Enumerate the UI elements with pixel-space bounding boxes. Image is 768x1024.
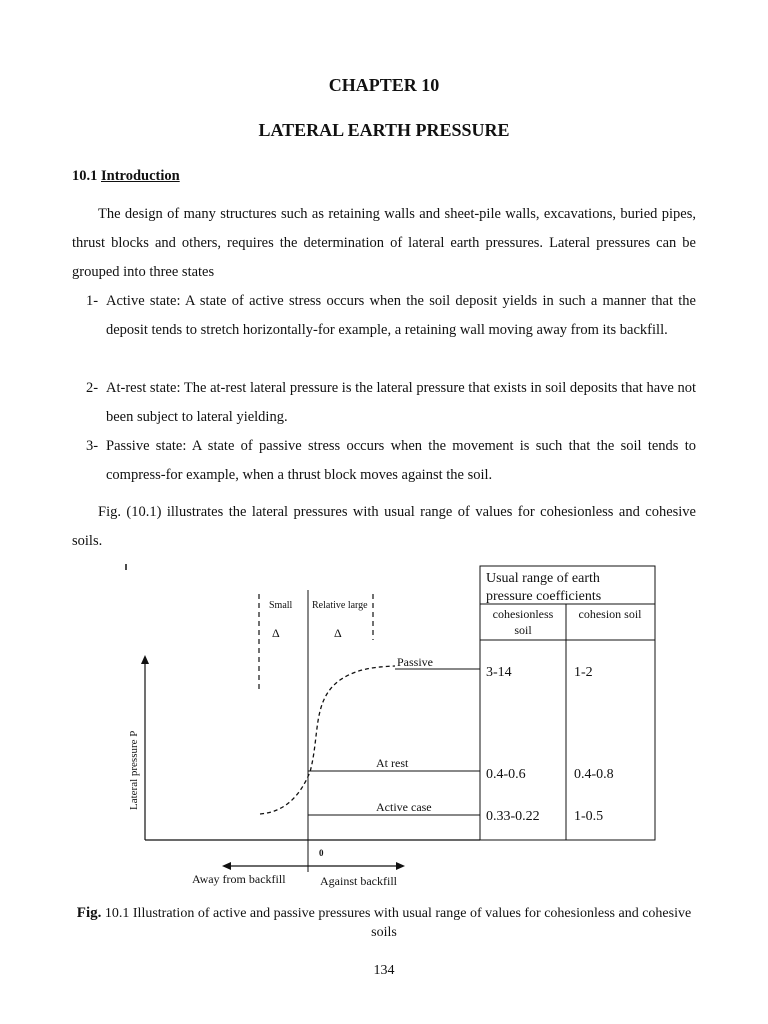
col-cohesive-header: cohesion soil <box>578 607 642 621</box>
chapter-heading: CHAPTER 10 <box>328 75 440 95</box>
table-header-line2: pressure coefficients <box>486 589 602 604</box>
y-axis-label: Lateral pressure P <box>128 730 140 810</box>
against-arrowhead <box>396 862 405 870</box>
active-cohesive-value: 1-0.5 <box>574 809 604 824</box>
list-item-number: 2- <box>86 380 99 396</box>
passive-cohesive-value: 1-2 <box>574 665 593 680</box>
figure-intro-paragraph: Fig. (10.1) illustrates the lateral pressures with usual range of values for cohesionless and cohesive soils. <box>72 504 696 549</box>
zone-large-label: Relative large <box>312 600 368 611</box>
page-number: 134 <box>373 963 395 978</box>
intro-paragraph: The design of many structures such as retaining walls and sheet-pile walls, excavations, buried pipes, thrust blocks and others, requires the determination of lateral earth pressures. Lateral pressures can be grouped into three states <box>72 206 696 280</box>
y-axis-arrow <box>141 655 149 664</box>
delta-small-symbol: Δ <box>272 626 280 640</box>
passive-curve-label: Passive <box>397 655 433 669</box>
col-cohesionless-header-2: soil <box>514 623 532 637</box>
list-item-number: 1- <box>86 293 99 309</box>
list-item-text: Active state: A state of active stress occurs when the soil deposit yields in such a manner that the deposit tends to stretch horizontally-for example, a retaining wall moving away from its backfill. <box>106 293 696 338</box>
at-rest-cohesive-value: 0.4-0.8 <box>574 767 614 782</box>
list-item-at-rest-state <box>86 374 696 432</box>
table-header-line1: Usual range of earth <box>486 571 600 586</box>
active-curve-label: Active case <box>376 800 432 814</box>
away-arrowhead <box>222 862 231 870</box>
caption-text: 10.1 Illustration of active and passive pressures with usual range of values for cohesionless and cohesive soils <box>104 906 692 940</box>
list-item-active-state <box>86 287 696 345</box>
caption-label: Fig. <box>76 905 102 921</box>
chapter-title: LATERAL EARTH PRESSURE <box>258 120 510 140</box>
list-item-passive-state <box>86 432 696 490</box>
col-cohesionless-header-1: cohesionless <box>492 607 554 621</box>
pressure-curve <box>260 666 395 814</box>
at-rest-cohesionless-value: 0.4-0.6 <box>486 767 526 782</box>
list-item-text: Passive state: A state of passive stress occurs when the movement is such that the soil tends to compress-for example, when a thrust block moves against the soil. <box>106 438 696 483</box>
list-item-text: At-rest state: The at-rest lateral pressure is the lateral pressure that exists in soil deposits that have not been subject to lateral yielding. <box>106 380 696 425</box>
zone-small-label: Small <box>269 600 293 611</box>
section-heading <box>72 168 180 185</box>
section-title: Introduction <box>101 168 180 184</box>
against-backfill-label: Against backfill <box>320 874 397 888</box>
origin-label: 0 <box>319 848 324 858</box>
section-number: 10.1 <box>72 168 98 184</box>
at-rest-curve-label: At rest <box>376 756 409 770</box>
passive-cohesionless-value: 3-14 <box>486 665 512 680</box>
delta-large-symbol: Δ <box>334 626 342 640</box>
figure-caption <box>72 904 696 942</box>
list-item-number: 3- <box>86 438 99 454</box>
active-cohesionless-value: 0.33-0.22 <box>486 809 540 824</box>
away-from-backfill-label: Away from backfill <box>192 872 286 886</box>
lateral-pressure-figure <box>0 555 768 895</box>
